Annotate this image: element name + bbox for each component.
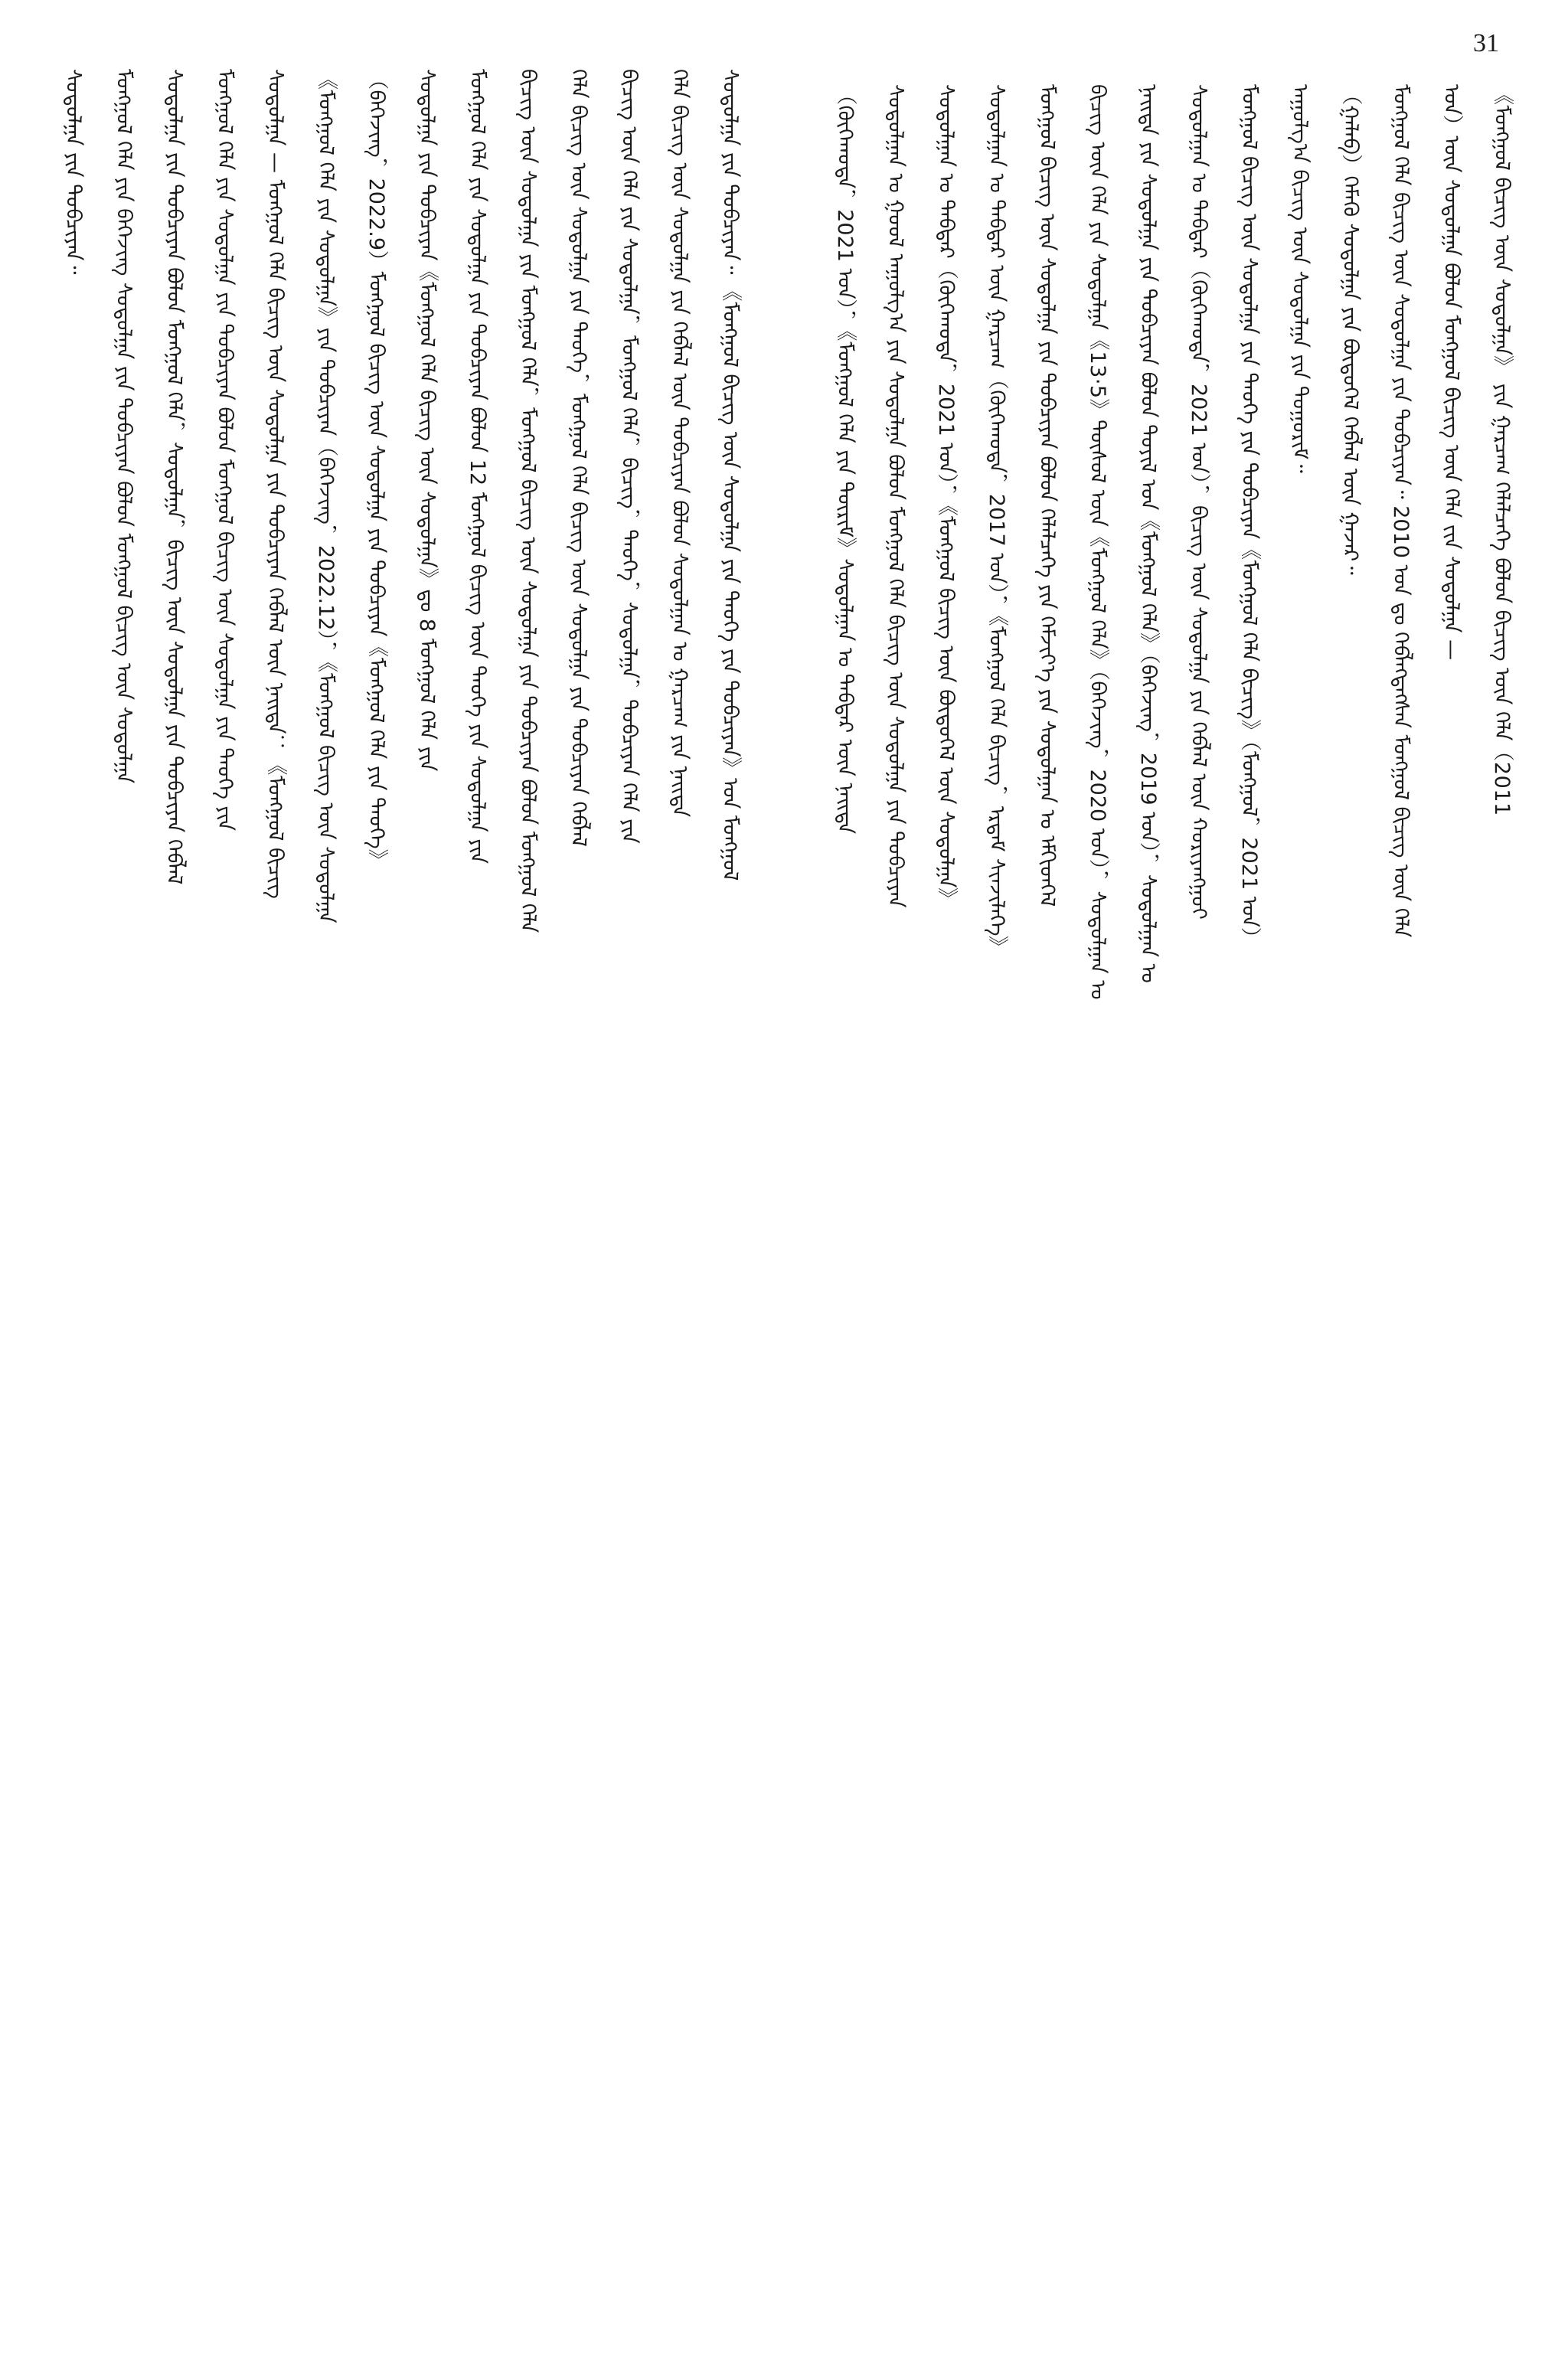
- text-line: ᠮᠣᠩᠭᠣᠯ ᠬᠡᠯᠡ ᠶᠢᠨ ᠪᠡᠭᠡᠵᠢᠩ ᠰᠤᠳᠤᠯᠭᠠ ᠶᠢᠨ ᠲᠣᠪᠴᠢᠶᠠᠨ ᠪᠣᠯᠤᠨ ᠮᠣᠩᠭᠣᠯ ᠪᠢᠴᠢᠭ ᠦᠨ ᠰᠤᠳᠤᠯᠭᠠ: [112, 69, 136, 784]
- text-line: ᠨᠡᠢᠲᠡ ᠶᠢᠨ ᠰᠤᠳᠤᠯᠭᠠ ᠶᠢᠨ ᠲᠣᠪᠴᠢᠶᠠᠨ ᠪᠣᠯᠤᠨ ᠲᠤᠶᠢᠯ ᠤᠨ《ᠮᠣᠩᠭᠣᠯ ᠬᠡᠯᠡ》（ᠪᠡᠭᠡᠵᠢᠩ，2019 ᠣᠨ），ᠰᠤᠳᠤᠯᠭᠠᠨ ᠤ: [1136, 84, 1160, 983]
- text-line: ᠰᠤᠳᠤᠯᠭᠠᠨ ᠤ ᠳᠡᠪᠲᠡᠷ ᠦᠨ ᠭᠠᠷᠴᠠᠭ（ᠬᠥᠬᠡᠬᠣᠲᠠ，2017 ᠣᠨ），《ᠮᠣᠩᠭᠣᠯ ᠬᠡᠯᠡ ᠪᠢᠴᠢᠭ，ᠡᠷᠳᠡᠮ ᠰᠢᠨᠵᠢᠯᠡᠭᠡ》: [985, 84, 1008, 957]
- text-line: ᠠᠭᠤᠯᠭ᠎ᠠ ᠪᠢᠴᠢᠭ ᠦᠨ ᠰᠤᠳᠤᠯᠭᠠ ᠶᠢᠨ ᠲᠤᠭᠤᠷᠢᠮ᠃: [1288, 84, 1312, 473]
- text-line: ᠪᠢᠴᠢᠭ ᠦᠨ ᠰᠤᠳᠤᠯᠭᠠ ᠶᠢᠨ ᠮᠣᠩᠭᠣᠯ ᠬᠡᠯᠡ，ᠮᠣᠩᠭᠣᠯ ᠪᠢᠴᠢᠭ ᠦᠨ ᠰᠤᠳᠤᠯᠭᠠ ᠶᠢᠨ ᠲᠣᠪᠴᠢᠶᠠᠨ ᠪᠣᠯᠤᠨ ᠮᠣᠩᠭᠣᠯ ᠬᠡᠯᠡ: [516, 69, 540, 933]
- text-line: ᠪᠢᠴᠢᠭ ᠦᠨ ᠬᠡᠯᠡ ᠶᠢᠨ ᠰᠤᠳᠤᠯᠭᠠ，ᠮᠣᠩᠭᠣᠯ ᠬᠡᠯᠡ，ᠪᠢᠴᠢᠭ，ᠲᠡᠦᠬᠡ，ᠰᠤᠳᠤᠯᠭᠠ，ᠲᠣᠪᠴᠢᠶᠠᠨ ᠬᠡᠯᠡ ᠶᠢᠨ: [617, 69, 641, 844]
- text-line: ᠰᠤᠳᠤᠯᠭᠠᠨ ᠤ ᠭᠣᠤᠯ ᠠᠭᠤᠯᠭ᠎ᠠ ᠶᠢᠨ ᠰᠤᠳᠤᠯᠭᠠ ᠪᠣᠯᠤᠨ ᠮᠣᠩᠭᠣᠯ ᠬᠡᠯᠡ ᠪᠢᠴᠢᠭ ᠦᠨ ᠰᠤᠳᠤᠯᠭᠠ ᠶᠢᠨ ᠲᠣᠪᠴᠢᠶᠠᠨ: [884, 84, 907, 908]
- text-line: ᠣᠨ）ᠦᠨ ᠰᠤᠳᠤᠯᠭᠠ ᠪᠣᠯᠤᠨ ᠮᠣᠩᠭᠣᠯ ᠪᠢᠴᠢᠭ ᠦᠨ ᠬᠡᠯᠡ ᠵᠢᠨ ᠰᠤᠳᠤᠯᠭᠠ —: [1439, 84, 1463, 661]
- right-text-column: [818, 84, 1522, 2366]
- text-line: 《ᠮᠣᠩᠭᠣᠯ ᠬᠡᠯᠡ ᠶᠢᠨ ᠰᠤᠳᠤᠯᠭᠠ》ᠶᠢᠨ ᠲᠣᠪᠴᠢᠶᠠᠨ（ᠪᠡᠭᠡᠵᠢᠩ，2022.12），《ᠮᠣᠩᠭᠣᠯ ᠪᠢᠴᠢᠭ ᠦᠨ ᠰᠤᠳᠤᠯᠭᠠ: [314, 69, 338, 923]
- text-line: （ᠬᠥᠬᠡᠬᠣᠲᠠ，2021 ᠣᠨ），《ᠮᠣᠩᠭᠣᠯ ᠬᠡᠯᠡ ᠶᠢᠨ ᠳᠦᠷᠢᠮ》ᠰᠤᠳᠤᠯᠭᠠᠨ ᠤ ᠳᠡᠪᠲᠡᠷ ᠦᠨ ᠨᠡᠢᠲᠡ: [833, 84, 857, 835]
- right-column-lines: [818, 84, 1522, 2366]
- left-column-lines: [46, 69, 750, 2351]
- text-line: ᠮᠣᠩᠭᠣᠯ ᠬᠡᠯᠡ ᠪᠢᠴᠢᠭ ᠦᠨ ᠰᠤᠳᠤᠯᠭᠠ ᠶᠢᠨ ᠲᠣᠪᠴᠢᠶᠠᠨ᠃ 2010 ᠣᠨ ᠳᠤ ᠬᠡᠪᠯᠡᠭᠳᠡᠭᠰᠡᠨ ᠮᠣᠩᠭᠣᠯ ᠪᠢᠴᠢᠭ ᠦᠨ ᠬᠡᠯᠡ: [1389, 84, 1413, 938]
- text-line: ᠪᠢᠴᠢᠭ ᠦᠨ ᠬᠡᠯᠡ ᠶᠢᠨ ᠰᠤᠳᠤᠯᠭᠠ《13·5》ᠲᠥᠰᠥᠯ ᠦᠨ《ᠮᠣᠩᠭᠣᠯ ᠬᠡᠯᠡ》（ᠪᠡᠭᠡᠵᠢᠩ，2020 ᠣᠨ），ᠰᠤᠳᠤᠯᠭᠠᠨ ᠤ: [1086, 84, 1109, 1000]
- left-text-column: [46, 69, 750, 2351]
- text-line: ᠰᠤᠳᠤᠯᠭᠠ ᠶᠢᠨ ᠲᠣᠪᠴᠢᠶᠠᠨ᠃ 《ᠮᠣᠩᠭᠣᠯ ᠪᠢᠴᠢᠭ ᠦᠨ ᠰᠤᠳᠤᠯᠭᠠ ᠶᠢᠨ ᠲᠡᠦᠬᠡ ᠶᠢᠨ ᠲᠣᠪᠴᠢᠶᠠᠨ》ᠣᠨ ᠮᠣᠩᠭᠣᠯ: [718, 69, 742, 881]
- text-line: （ᠪᠡᠭᠡᠵᠢᠩ，2022.9）ᠮᠣᠩᠭᠣᠯ ᠪᠢᠴᠢᠭ ᠦᠨ ᠰᠤᠳᠤᠯᠭᠠ ᠶᠢᠨ ᠲᠣᠪᠴᠢᠶᠠᠨ《ᠮᠣᠩᠭᠣᠯ ᠬᠡᠯᠡ ᠶᠢᠨ ᠲᠡᠦᠬᠡ》: [364, 69, 388, 871]
- text-line: ᠰᠤᠳᠤᠯᠭᠠ ᠶᠢᠨ ᠲᠣᠪᠴᠢᠶᠠᠨ᠃: [61, 69, 85, 275]
- text-line: ᠬᠡᠯᠡ ᠪᠢᠴᠢᠭ ᠦᠨ ᠰᠤᠳᠤᠯᠭᠠ ᠶᠢᠨ ᠲᠡᠦᠬᠡ，ᠮᠣᠩᠭᠣᠯ ᠬᠡᠯᠡ ᠪᠢᠴᠢᠭ ᠦᠨ ᠰᠤᠳᠤᠯᠭᠠ ᠶᠢᠨ ᠲᠣᠪᠴᠢᠶᠠᠨ ᠬᠡᠪᠯᠡᠯ: [567, 69, 590, 847]
- text-line: ᠮᠣᠩᠭᠣᠯ ᠬᠡᠯᠡ ᠶᠢᠨ ᠰᠤᠳᠤᠯᠭᠠ ᠶᠢᠨ ᠲᠣᠪᠴᠢᠶᠠᠨ ᠪᠣᠯᠤᠨ ᠮᠣᠩᠭᠣᠯ ᠪᠢᠴᠢᠭ ᠦᠨ ᠰᠤᠳᠤᠯᠭᠠ ᠶᠢᠨ ᠲᠡᠦᠬᠡ ᠶᠢᠨ: [213, 69, 237, 832]
- text-line: （ᠭᠠᠯᠠᠪ）ᠬᠡᠮᠡᠬᠦ ᠰᠤᠳᠤᠯᠭᠠ ᠶᠢᠨ ᠪᠦᠲᠦᠭᠡᠯ ᠬᠡᠪᠯᠡᠯ ᠦᠨ ᠭᠠᠵᠠᠷ᠃: [1338, 84, 1362, 575]
- text-line: ᠰᠤᠳᠤᠯᠭᠠ ᠶᠢᠨ ᠲᠣᠪᠴᠢᠶᠠᠨ ᠪᠣᠯᠤᠨ ᠮᠣᠩᠭᠣᠯ ᠬᠡᠯᠡ，ᠰᠤᠳᠤᠯᠭᠠ，ᠪᠢᠴᠢᠭ ᠦᠨ ᠰᠤᠳᠤᠯᠭᠠ ᠶᠢᠨ ᠲᠣᠪᠴᠢᠶᠠᠨ ᠬᠡᠪᠯᠡᠯ: [162, 69, 186, 885]
- text-line: ᠰᠤᠳᠤᠯᠭᠠ — ᠮᠣᠩᠭᠣᠯ ᠬᠡᠯᠡ ᠪᠢᠴᠢᠭ ᠦᠨ ᠰᠤᠳᠤᠯᠭᠠ ᠶᠢᠨ ᠲᠣᠪᠴᠢᠶᠠᠨ ᠬᠡᠪᠯᠡᠯ ᠦᠨ ᠨᠡᠢᠲᠡ：《ᠮᠣᠩᠭᠣᠯ ᠪᠢᠴᠢᠭ: [263, 69, 287, 899]
- text-line: ᠰᠤᠳᠤᠯᠭᠠᠨ ᠤ ᠳᠡᠪᠲᠡᠷ（ᠬᠥᠬᠡᠬᠣᠲᠠ，2021 ᠣᠨ），ᠪᠢᠴᠢᠭ ᠦᠨ ᠰᠤᠳᠤᠯᠭᠠ ᠶᠢᠨ ᠬᠡᠪᠯᠡᠯ ᠦᠨ ᠬᠤᠷᠢᠶᠠᠩᠭᠤᠢ: [1187, 84, 1210, 920]
- text-line: ᠬᠡᠯᠡ ᠪᠢᠴᠢᠭ ᠦᠨ ᠰᠤᠳᠤᠯᠭᠠ ᠶᠢᠨ ᠬᠡᠪᠯᠡᠯ ᠦᠨ ᠲᠣᠪᠴᠢᠶᠠᠨ ᠪᠣᠯᠤᠨ ᠰᠤᠳᠤᠯᠭᠠᠨ ᠤ ᠭᠠᠷᠴᠠᠭ ᠶᠢᠨ ᠨᠡᠢᠲᠡ: [668, 69, 691, 818]
- text-line: 《ᠮᠣᠩᠭᠣᠯ ᠪᠢᠴᠢᠭ ᠦᠨ ᠰᠤᠳᠤᠯᠭᠠ》 ᠶᠢᠨ ᠭᠠᠷᠴᠠᠭ ᠬᠡᠯᠡᠯᠴᠡᠭᠡ ᠪᠣᠯᠤᠨ ᠪᠢᠴᠢᠭ ᠦᠨ ᠬᠡᠯᠡ（2011: [1490, 84, 1514, 816]
- text-line: ᠰᠤᠳᠤᠯᠭᠠ ᠶᠢᠨ ᠲᠣᠪᠴᠢᠶᠠᠨ《ᠮᠣᠩᠭᠣᠯ ᠬᠡᠯᠡ ᠪᠢᠴᠢᠭ ᠦᠨ ᠰᠤᠳᠤᠯᠭᠠ》ᠳᠤ 8 ᠮᠣᠩᠭᠣᠯ ᠬᠡᠯᠡ ᠶᠢᠨ: [415, 69, 439, 772]
- text-line: ᠮᠣᠩᠭᠣᠯ ᠪᠢᠴᠢᠭ ᠦᠨ ᠰᠤᠳᠤᠯᠭᠠ ᠶᠢᠨ ᠲᠡᠦᠬᠡ ᠶᠢᠨ ᠲᠣᠪᠴᠢᠶᠠᠨ《ᠮᠣᠩᠭᠣᠯ ᠬᠡᠯᠡ ᠪᠢᠴᠢᠭ》（ᠮᠣᠩᠭᠣᠯ，2021 ᠣᠨ）: [1237, 84, 1261, 949]
- page-number: 31: [1473, 29, 1499, 57]
- text-line: ᠰᠤᠳᠤᠯᠭᠠᠨ ᠤ ᠳᠡᠪᠲᠡᠷ（ᠬᠥᠬᠡᠬᠣᠲᠠ，2021 ᠣᠨ），《ᠮᠣᠩᠭᠣᠯ ᠪᠢᠴᠢᠭ ᠦᠨ ᠪᠦᠲᠦᠭᠡᠯ ᠦᠨ ᠰᠤᠳᠤᠯᠭᠠ》: [934, 84, 958, 909]
- text-line: ᠮᠣᠩᠭᠣᠯ ᠬᠡᠯᠡ ᠶᠢᠨ ᠰᠤᠳᠤᠯᠭᠠ ᠶᠢᠨ ᠲᠣᠪᠴᠢᠶᠠᠨ ᠪᠣᠯᠤᠨ 12 ᠮᠣᠩᠭᠣᠯ ᠪᠢᠴᠢᠭ ᠦᠨ ᠲᠡᠦᠬᠡ ᠶᠢᠨ ᠰᠤᠳᠤᠯᠭᠠ ᠶᠢᠨ: [466, 69, 489, 864]
- text-line: ᠮᠣᠩᠭᠣᠯ ᠪᠢᠴᠢᠭ ᠦᠨ ᠰᠤᠳᠤᠯᠭᠠ ᠶᠢᠨ ᠲᠣᠪᠴᠢᠶᠠᠨ ᠪᠣᠯᠤᠨ ᠬᠡᠯᠡᠯᠴᠡᠭᠡ ᠶᠢᠨ ᠬᠡᠮᠵᠢᠶ᠎ᠡ ᠶᠢᠨ ᠰᠤᠳᠤᠯᠭᠠᠨ ᠤ ᠡᠮᠬᠢᠳᠬᠡᠯ: [1035, 84, 1059, 907]
